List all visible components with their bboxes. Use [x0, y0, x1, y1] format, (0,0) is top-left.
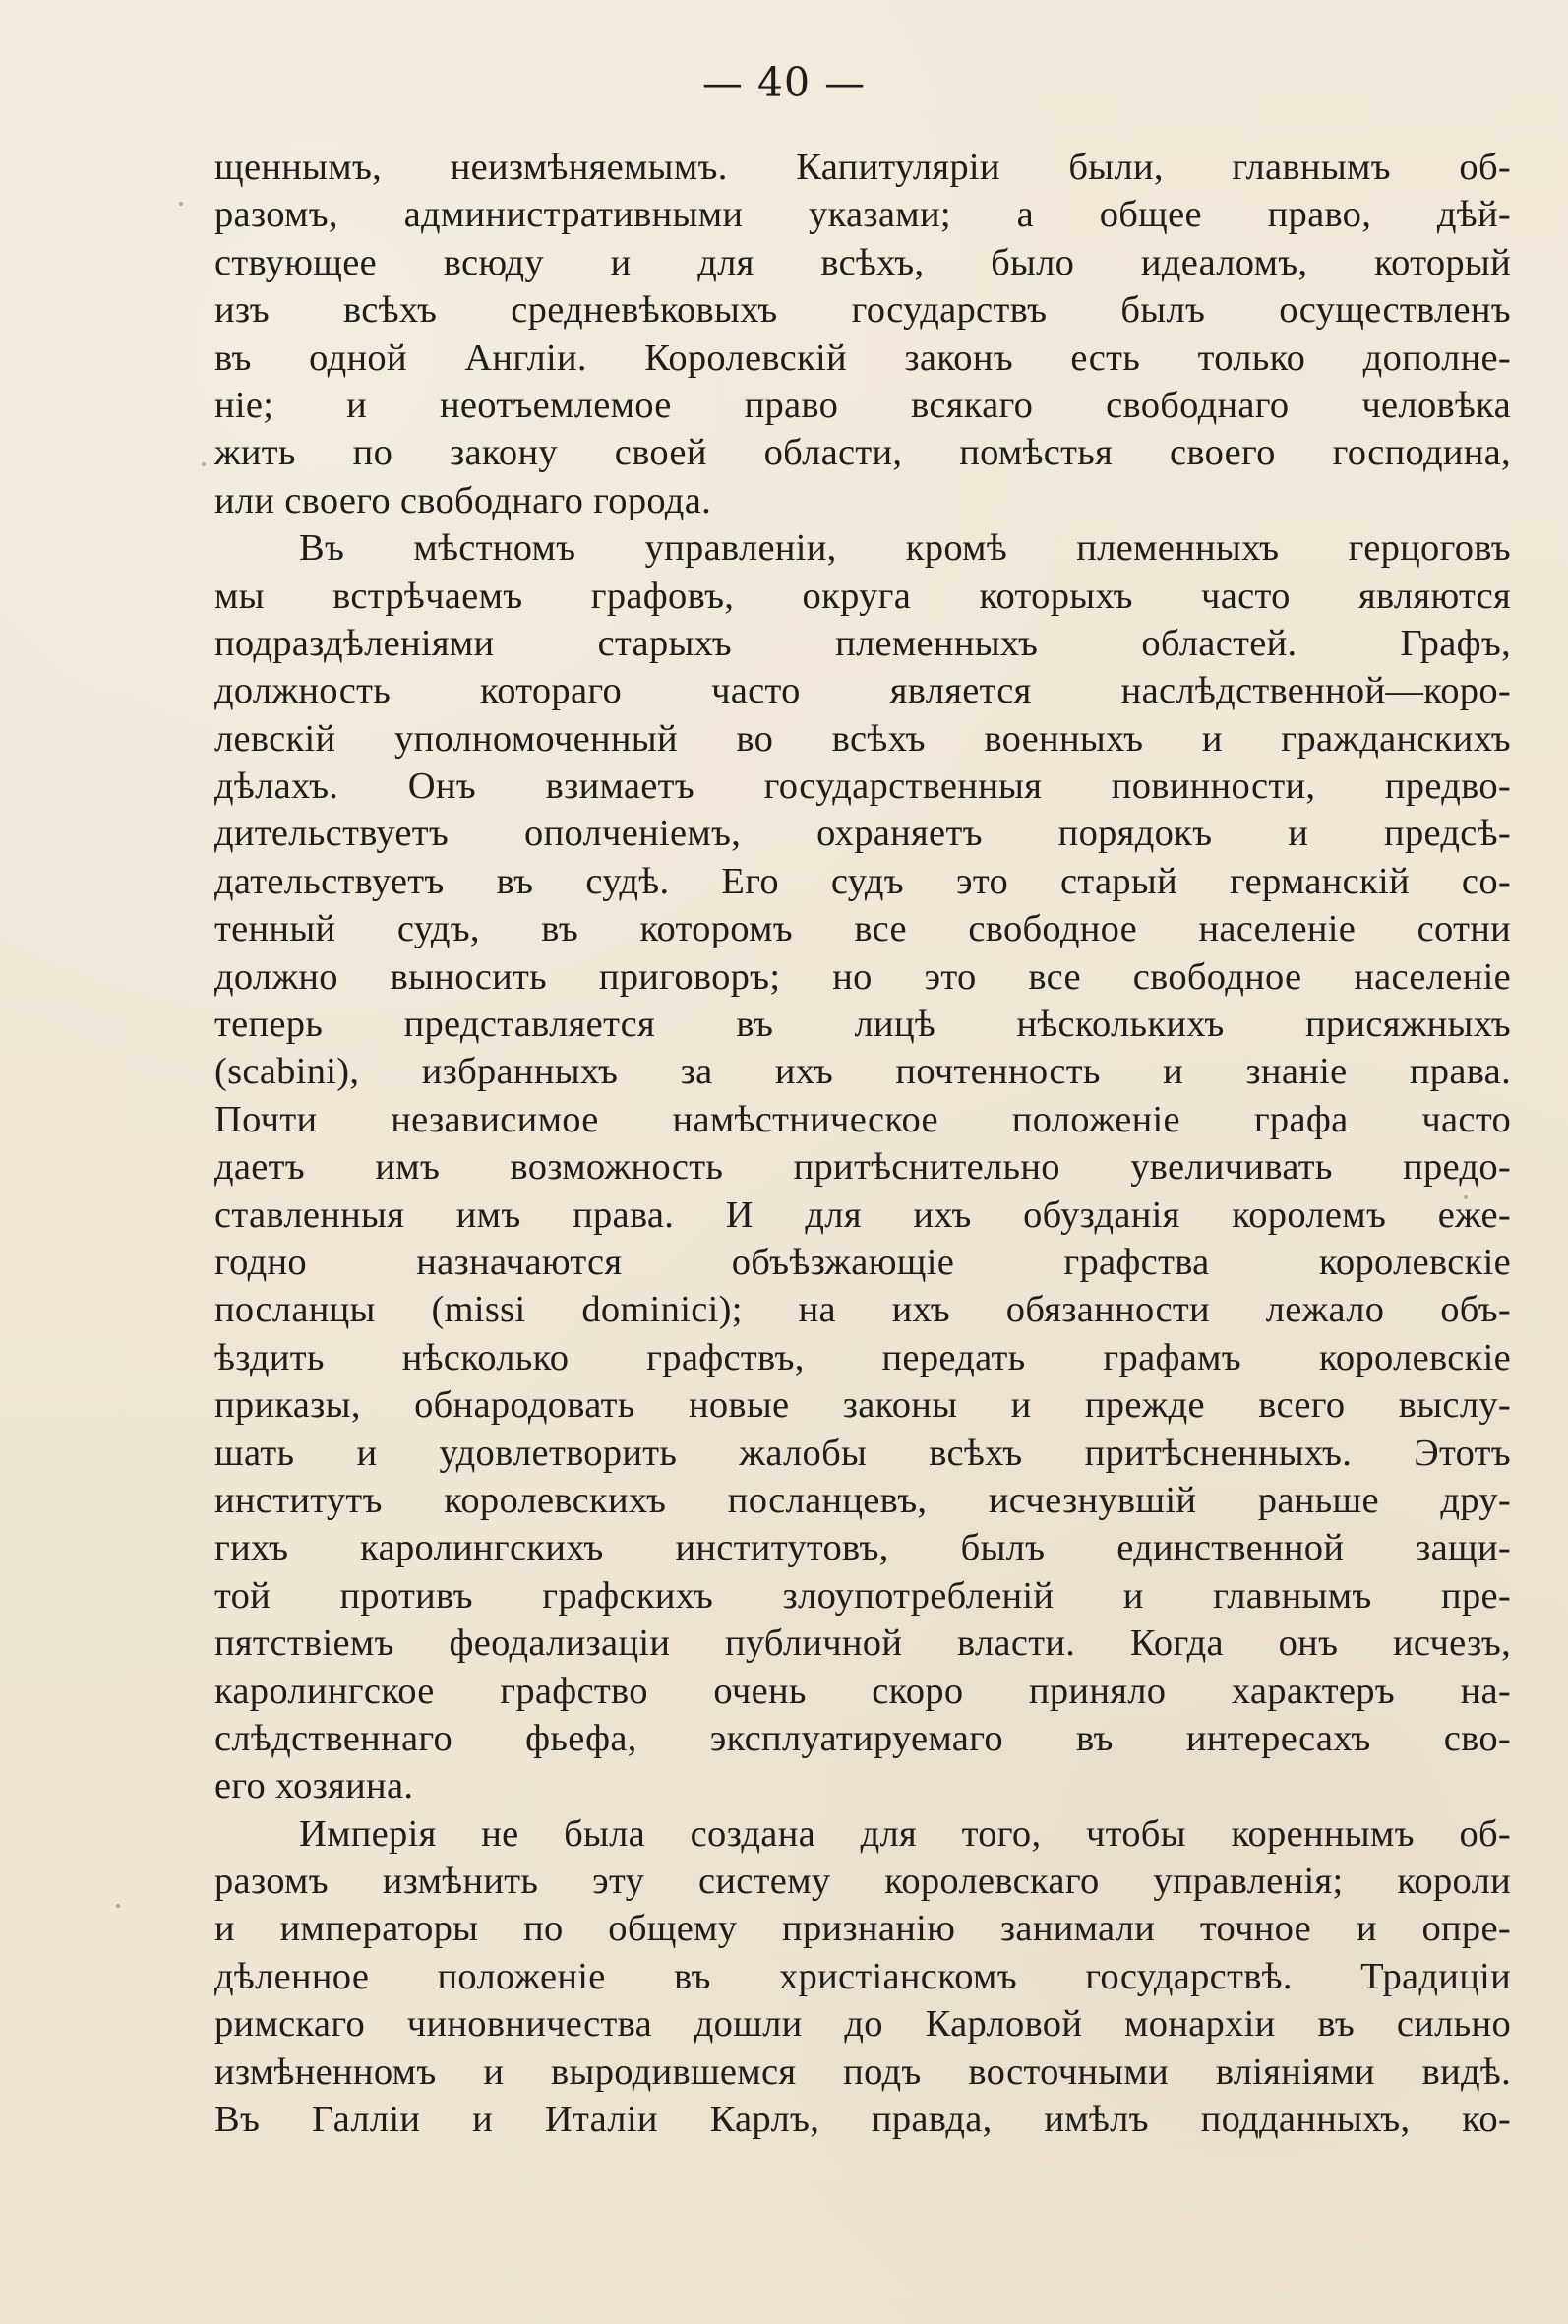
text-line: ствующее всюду и для всѣхъ, было идеаломъ, который: [214, 241, 1511, 283]
text-line: разомъ измѣнить эту систему королевскаго управленія; короли: [214, 1861, 1511, 1903]
text-line: гихъ каролингскихъ институтовъ, былъ единственной защи-: [214, 1527, 1511, 1569]
paper-speck: [179, 202, 183, 206]
text-line: дѣленное положеніе въ христіанскомъ государствѣ. Традиціи: [214, 1955, 1511, 1997]
text-line: щеннымъ, неизмѣняемымъ. Капитуляріи были, главнымъ об-: [214, 147, 1511, 188]
text-line: въ одной Англіи. Королевскій законъ есть только дополне-: [214, 336, 1511, 379]
text-line: посланцы (missi dominici); на ихъ обязанности лежало объ-: [214, 1289, 1511, 1331]
paragraph-2: [214, 524, 1511, 1810]
text-line: институтъ королевскихъ посланцевъ, исчезнувшій раньше дру-: [214, 1479, 1511, 1521]
text-line: измѣненномъ и выродившемся подъ восточными вліяніями видѣ.: [214, 2050, 1511, 2093]
text-line: теперь представляется въ лицѣ нѣсколькихъ присяжныхъ: [214, 1004, 1511, 1046]
text-line: и императоры по общему признанію занимали точное и опре-: [214, 1908, 1511, 1950]
text-line: каролингское графство очень скоро приняло характеръ на-: [214, 1670, 1511, 1712]
text-line: мы встрѣчаемъ графовъ, округа которыхъ часто являются: [214, 575, 1511, 617]
text-line: его хозяина.: [214, 1765, 414, 1807]
text-line: Въ Галліи и Италіи Карлъ, правда, имѣлъ подданныхъ, ко-: [214, 2099, 1511, 2141]
text-line: должно выносить приговоръ; но это все свободное населеніе: [214, 955, 1511, 998]
text-line: ставленныя имъ права. И для ихъ обузданія королемъ еже-: [214, 1193, 1511, 1236]
text-line: Почти независимое намѣстническое положеніе графа часто: [214, 1098, 1511, 1140]
text-line: римскаго чиновничества дошли до Карловой монархіи въ сильно: [214, 2003, 1511, 2046]
text-line: дительствуетъ ополченіемъ, охраняетъ порядокъ и предсѣ-: [214, 813, 1511, 855]
text-line: левскій уполномоченный во всѣхъ военныхъ и гражданскихъ: [214, 717, 1511, 760]
paragraph-1: [214, 144, 1511, 524]
paper-speck: [116, 1904, 120, 1908]
text-line: тенный судъ, въ которомъ все свободное населеніе сотни: [214, 908, 1511, 950]
paper-speck: [1464, 1195, 1468, 1199]
text-line: годно назначаются объѣзжающіе графства королевскіе: [214, 1241, 1511, 1283]
text-line: слѣдственнаго фьефа, эксплуатируемаго въ интересахъ сво-: [214, 1717, 1511, 1759]
text-line: шать и удовлетворить жалобы всѣхъ притѣсненныхъ. Этотъ: [214, 1432, 1511, 1474]
text-line: дательствуетъ въ судѣ. Его судъ это старый германскій со-: [214, 860, 1511, 902]
paper-speck: [202, 462, 206, 466]
text-line: ѣздить нѣсколько графствъ, передать графамъ королевскіе: [214, 1336, 1511, 1378]
text-line: Имперія не была создана для того, чтобы кореннымъ об-: [299, 1812, 1511, 1855]
page-number-header: — 40 —: [701, 59, 867, 106]
text-line: (scabini), избранныхъ за ихъ почтенность и знаніе права.: [214, 1051, 1511, 1093]
text-line: дѣлахъ. Онъ взимаетъ государственныя повинности, предво-: [214, 765, 1511, 808]
paragraph-3: [214, 1810, 1511, 2144]
body-text: [214, 144, 1511, 2143]
text-line: той противъ графскихъ злоупотребленій и главнымъ пре-: [214, 1574, 1511, 1617]
text-line: даетъ имъ возможность притѣснительно увеличивать предо-: [214, 1146, 1511, 1189]
text-line: разомъ, административными указами; а общее право, дѣй-: [214, 194, 1511, 236]
text-line: жить по закону своей области, помѣстья своего господина,: [214, 432, 1511, 474]
text-line: подраздѣленіями старыхъ племенныхъ областей. Графъ,: [214, 622, 1511, 664]
text-line: изъ всѣхъ средневѣковыхъ государствъ былъ осуществленъ: [214, 289, 1511, 332]
text-line: приказы, обнародовать новые законы и прежде всего выслу-: [214, 1384, 1511, 1427]
text-line: Въ мѣстномъ управленіи, кромѣ племенныхъ герцоговъ: [299, 527, 1511, 570]
text-line: ніе; и неотъемлемое право всякаго свободнаго человѣка: [214, 384, 1511, 426]
text-line: пятствіемъ феодализаціи публичной власти. Когда онъ исчезъ,: [214, 1622, 1511, 1665]
text-line: должность котораго часто является наслѣдственной—коро-: [214, 670, 1511, 712]
text-line: или своего свободнаго города.: [214, 479, 712, 521]
